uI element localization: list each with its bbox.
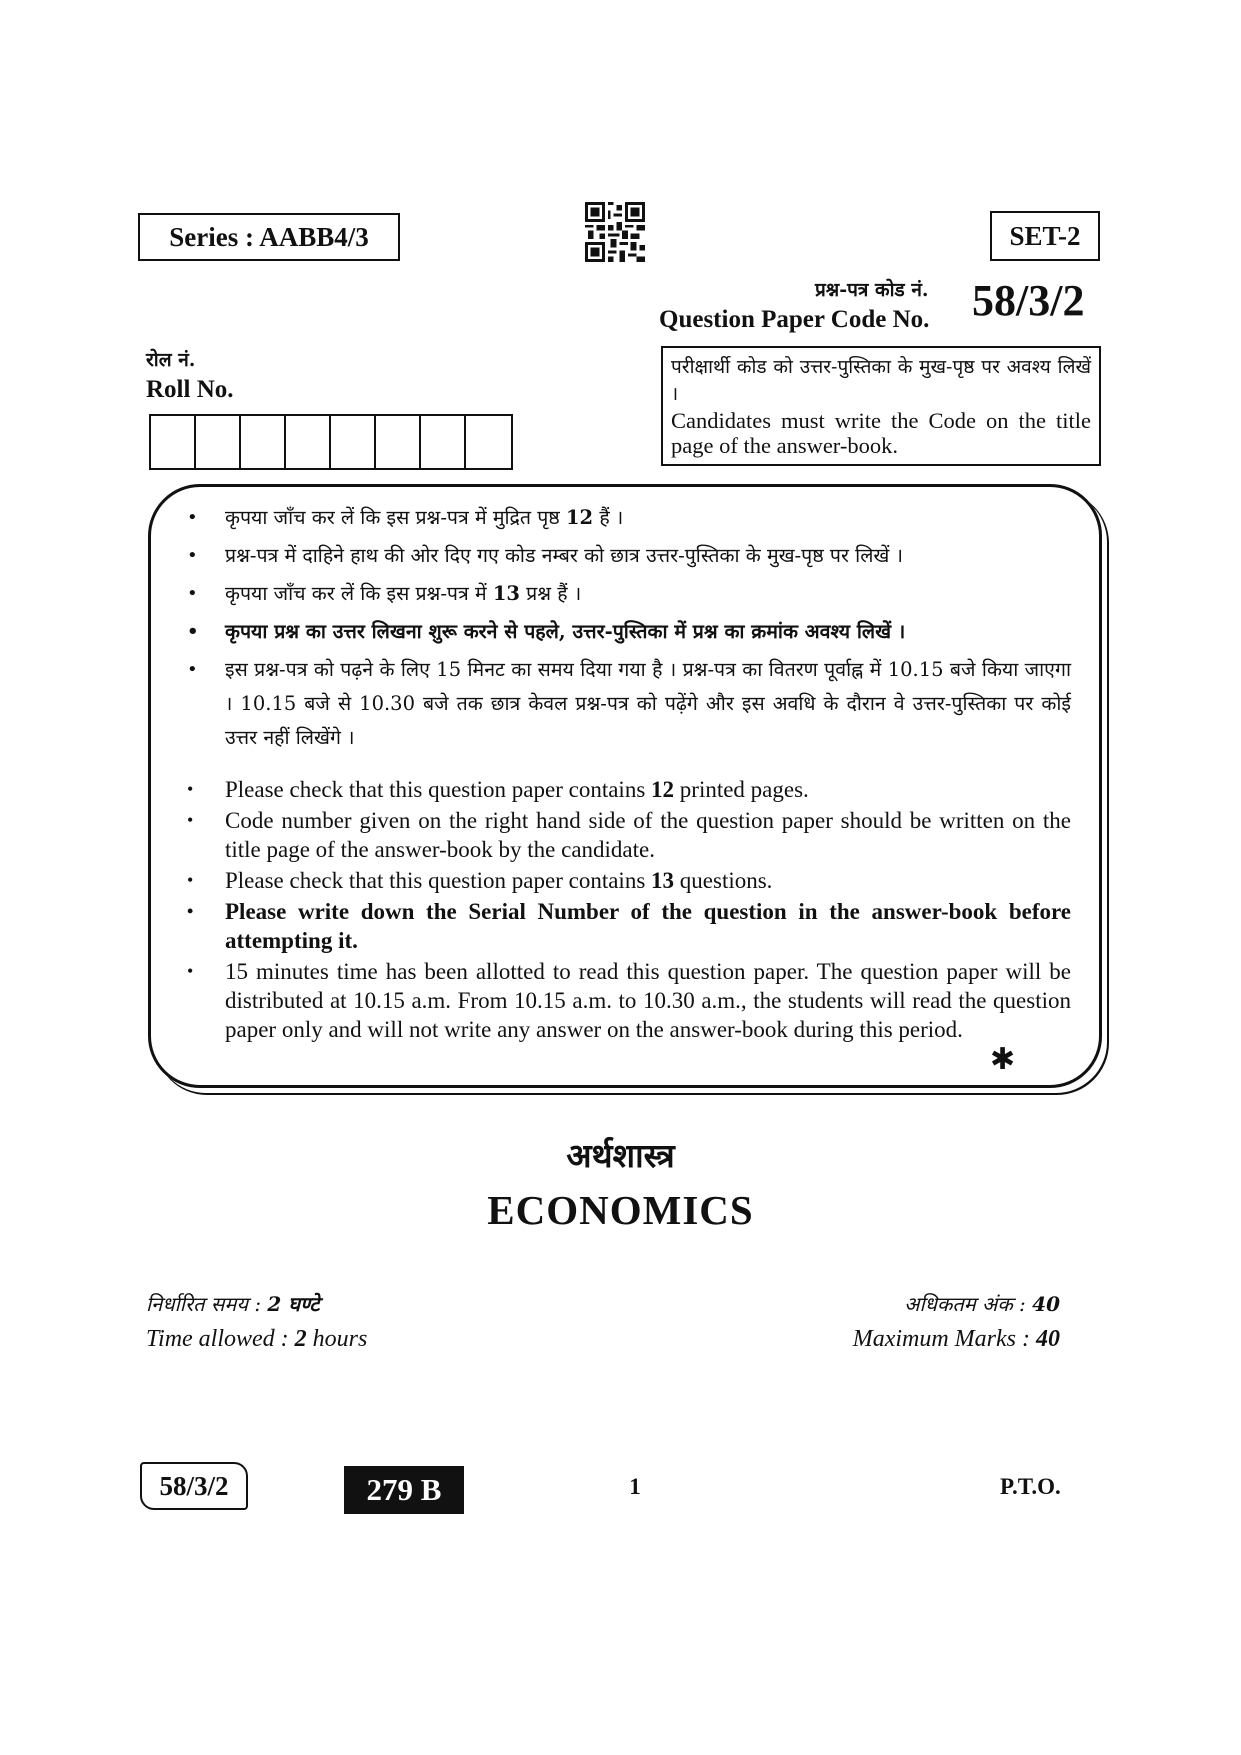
- instruction-text-num: 13: [492, 582, 520, 605]
- marks-english-value: 40: [1036, 1326, 1060, 1352]
- instruction-item-english: [181, 866, 1071, 895]
- instruction-text-pre: 15 minutes time has been allotted to read this question paper. The question paper will be distributed at 10.15 a.m. From 10.15 a.m. to 10.30 a.m., the students will read the question paper only and will not write any answer on the answer-book during this period.: [225, 959, 1071, 1042]
- instruction-item-english: [181, 957, 1071, 1044]
- instruction-text-num: 12: [651, 777, 675, 802]
- marks-hindi-label: अधिकतम अंक :: [904, 1292, 1033, 1316]
- instruction-text-pre: इस प्रश्न-पत्र को पढ़ने के लिए 15 मिनट का समय दिया गया है । प्रश्न-पत्र का वितरण पूर्वाह्न में 10.15 बजे किया जाएगा । 10.15 बजे से 10.30 बजे तक छात्र केवल प्रश्न-पत्र को पढ़ेंगे और इस अवधि के दौरान वे उत्तर-पुस्तिका पर कोई उत्तर नहीं लिखेंगे ।: [225, 658, 1071, 749]
- instruction-text-pre: Code number given on the right hand side of the question paper should be written on the title page of the answer-book by the candidate.: [225, 808, 1071, 862]
- roll-cell[interactable]: [151, 416, 196, 468]
- roll-label-hindi: रोल नं.: [146, 349, 196, 371]
- roll-label-english: Roll No.: [146, 376, 234, 403]
- bullet-icon: •: [187, 870, 194, 890]
- roll-cell[interactable]: [196, 416, 241, 468]
- candidate-note-box: [661, 346, 1101, 466]
- time-hindi-value: 2 घण्टे: [267, 1292, 320, 1316]
- time-allowed-english: [146, 1326, 367, 1353]
- marks-english-label: Maximum Marks :: [852, 1326, 1036, 1352]
- qp-code-label-english: Question Paper Code No.: [659, 306, 930, 333]
- instruction-text-post: प्रश्न हैं ।: [519, 582, 582, 605]
- roll-number-grid[interactable]: [149, 414, 513, 470]
- bullet-icon: •: [187, 507, 198, 528]
- instruction-text-num: 12: [565, 506, 594, 529]
- bullet-icon: •: [187, 583, 198, 604]
- instruction-item-hindi: [181, 501, 1071, 535]
- bullet-icon: •: [187, 545, 198, 566]
- bullet-icon: •: [187, 901, 194, 921]
- instruction-text-num: 13: [651, 868, 675, 893]
- instruction-text-post: printed pages.: [674, 777, 809, 802]
- candidate-note-english: Candidates must write the Code on the title page of the answer-book.: [671, 408, 1091, 458]
- instruction-text-post: questions.: [674, 868, 773, 893]
- instruction-text-post: हैं ।: [593, 506, 624, 529]
- instruction-gap: [181, 759, 1071, 775]
- star-mark-icon: ✱: [990, 1042, 1016, 1077]
- candidate-note-hindi: परीक्षार्थी कोड को उत्तर-पुस्तिका के मुख-पृष्ठ पर अवश्य लिखें ।: [671, 356, 1091, 405]
- page-number: 1: [629, 1474, 641, 1499]
- marks-hindi-value: 40: [1032, 1292, 1060, 1316]
- series-label: Series : AABB4/3: [138, 213, 400, 261]
- footer-print-number: 279 B: [344, 1466, 464, 1514]
- qp-code-label-hindi: प्रश्न-पत्र कोड नं.: [815, 279, 929, 301]
- instruction-text-pre: Please write down the Serial Number of the question in the answer-book before attempting it.: [225, 899, 1071, 953]
- roll-cell[interactable]: [241, 416, 286, 468]
- instructions-box: [148, 484, 1102, 1088]
- max-marks-hindi: [870, 1290, 1060, 1317]
- time-english-label: Time allowed :: [146, 1326, 295, 1352]
- roll-cell[interactable]: [421, 416, 466, 468]
- subject-title-english: ECONOMICS: [487, 1187, 754, 1233]
- instruction-item-hindi: [181, 577, 1071, 611]
- instruction-item-english: [181, 806, 1071, 864]
- roll-cell[interactable]: [331, 416, 376, 468]
- instruction-text-pre: कृपया जाँच कर लें कि इस प्रश्न-पत्र में मुद्रित पृष्ठ: [225, 506, 566, 529]
- time-allowed-hindi: [146, 1290, 319, 1317]
- roll-cell[interactable]: [286, 416, 331, 468]
- bullet-icon: •: [187, 810, 194, 830]
- time-english-unit: hours: [306, 1326, 368, 1352]
- footer-paper-code: 58/3/2: [140, 1462, 248, 1510]
- set-label: SET-2: [990, 211, 1100, 261]
- instruction-text-pre: कृपया प्रश्न का उत्तर लिखना शुरू करने से पहले, उत्तर-पुस्तिका में प्रश्न का क्रमांक अवश्य लिखें ।: [225, 620, 906, 643]
- pto-label: P.T.O.: [1000, 1474, 1061, 1499]
- roll-cell[interactable]: [466, 416, 511, 468]
- bullet-icon: •: [187, 961, 194, 981]
- instruction-item-hindi: [181, 615, 1071, 649]
- qp-code: 58/3/2: [972, 276, 1085, 325]
- instruction-item-hindi: [181, 539, 1071, 573]
- instruction-text-pre: Please check that this question paper contains: [225, 777, 652, 802]
- instruction-text-pre: कृपया जाँच कर लें कि इस प्रश्न-पत्र में: [225, 582, 493, 605]
- qr-code-icon: [585, 202, 645, 262]
- time-hindi-label: निर्धारित समय :: [146, 1292, 268, 1316]
- roll-cell[interactable]: [376, 416, 421, 468]
- subject-title-hindi: अर्थशास्त्र: [566, 1136, 675, 1175]
- bullet-icon: •: [187, 659, 198, 680]
- instruction-item-english: [181, 897, 1071, 955]
- time-english-value: 2: [294, 1326, 307, 1352]
- instruction-item-english: [181, 775, 1071, 804]
- instruction-text-pre: Please check that this question paper contains: [225, 868, 652, 893]
- instruction-item-hindi: [181, 653, 1071, 755]
- instructions-list: [181, 501, 1071, 1046]
- instruction-text-pre: प्रश्न-पत्र में दाहिने हाथ की ओर दिए गए कोड नम्बर को छात्र उत्तर-पुस्तिका के मुख-पृष्ठ पर लिखें ।: [225, 544, 903, 567]
- bullet-icon: •: [187, 621, 199, 642]
- bullet-icon: •: [187, 779, 194, 799]
- max-marks-english: [800, 1326, 1060, 1353]
